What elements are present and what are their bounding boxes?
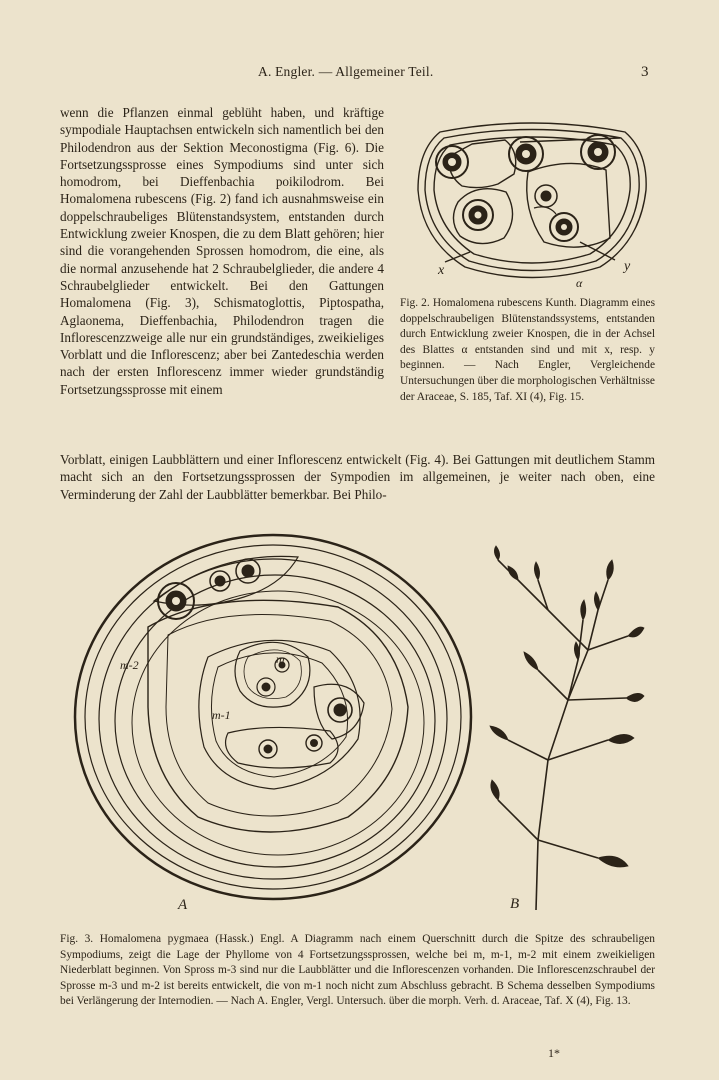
column-text <box>60 104 384 398</box>
fig3a-label-m: m <box>276 652 285 666</box>
fig2-label-y: y <box>624 259 631 274</box>
page-header <box>0 64 719 86</box>
fig3a-label-m1: m-1 <box>212 708 231 722</box>
full-width-paragraph: Vorblatt, einigen Laubblättern und einer Inflorescenz entwickelt (Fig. 4). Bei Gattungen mit deutlichem Stamm macht sich an den Fortsetzungssprossen der Sympodien im allgemeinen, je weiter nach oben, eine Verminderung der Zahl der Laubblätter bemerkbar. Bei Philo- <box>60 452 655 502</box>
fig3a-label-A: A <box>178 897 188 912</box>
figure-3-caption-text: Fig. 3. Homalomena pygmaea (Hassk.) Engl. A Diagramm nach einem Querschnitt durch die Spitze des schraubeligen Sympodiums, zeigt die Lage der Phyllome von 4 Fortsetzungssprossen, welche bei m, m-1, m-2 mit einem zweikieligen Niederblatt beginnen. Von Spross m-3 sind nur die Laubblätter und die Inflorescenzen vorhanden. Die Inflorescenzschraubel der Sprosse m-3 und m-2 ist bereits entwickelt, die von m-1 noch nicht zum Abschluss gebracht. B Schema desselben Sympodiums bei Verlängerung der Internodien. — Nach A. Engler, Vergl. Untersuch. über die morph. Verh. d. Araceae, Taf. X (4), Fig. 13. <box>60 933 655 1008</box>
signature-mark: 1* <box>548 1046 560 1060</box>
figure-3-caption <box>60 932 655 1010</box>
running-head: A. Engler. — Allgemeiner Teil. <box>258 64 434 79</box>
fig3b-label-B: B <box>510 896 520 912</box>
page-number: 3 <box>641 64 649 80</box>
figure-3a-diagram <box>68 527 478 912</box>
fig2-label-alpha: α <box>576 276 583 290</box>
column-paragraph: wenn die Pflanzen einmal geblüht haben, und kräftige sympodiale Hauptachsen entwickeln sich namentlich bei den Philodendron aus der Sektion Meconostigma (Fig. 6). Die Fortsetzungssprosse eines Sympodiums sind unter sich homodrom, bei Dieffenbachia poikilodrom. Bei Homalomena rubescens (Fig. 2) fand ich ausnahmsweise ein doppelschraubeliges Blütenstandsystem, entstanden durch Entwicklung zweier Knospen, die zu dem Blatt gehören; hier sind die vorangehenden Sprossen homodrom, die eine, als die normal anzusehende hat 2 Schraubelglieder, die andere 4 Schraubelglieder entwickelt. Bei den Gattungen Homalomena (Fig. 3), Schismatoglottis, Piptospatha, Aglaonema, Dieffenbachia, Philodendron tragen die Inflorescenzzweige alle nur ein grundständiges, zweikieliges Vorblatt und die Inflorescenz; aber bei Zantedeschia werden nach der ersten Inflorescenz immer wieder grundständig Fortsetzungssprosse mit einem <box>60 105 384 397</box>
full-width-text <box>60 451 655 503</box>
fig3a-label-m2: m-2 <box>120 658 139 672</box>
figure-2-caption-text: Fig. 2. Homalomena rubescens Kunth. Diagramm eines doppelschraubeligen Blütenstandssystems, entstanden durch Entwicklung zweier Knospen, die in der Achsel des Blattes α entstanden sind und mit x, resp. y beginnen. — Nach Engler, Vergleichende Untersuchungen über die morphologischen Verhältnisse der Araceae, S. 185, Taf. XI (4), Fig. 15. <box>400 297 655 403</box>
figure-3b-schema <box>478 540 653 915</box>
figure-2-caption <box>400 296 655 405</box>
fig2-label-x: x <box>438 263 445 278</box>
figure-2-diagram <box>410 112 655 290</box>
